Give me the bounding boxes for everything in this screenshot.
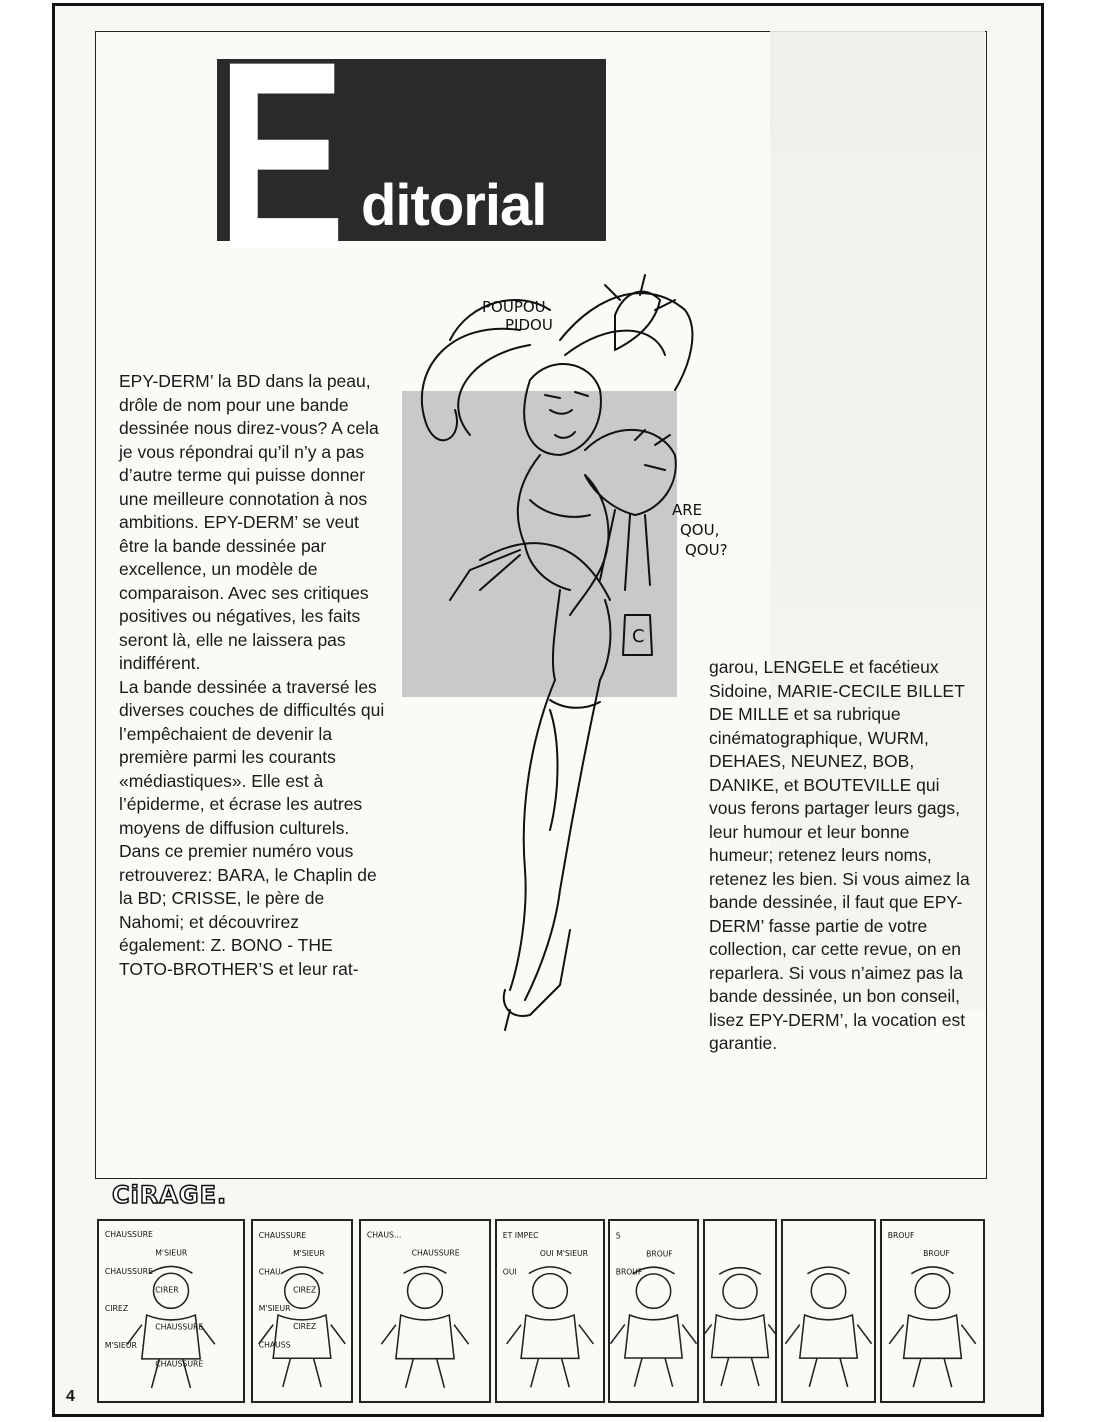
comic-caption: CIREZ xyxy=(293,1322,317,1332)
editorial-masthead xyxy=(217,5,606,305)
comic-caption: BROUF xyxy=(615,1267,643,1277)
comic-panel-drawing xyxy=(610,1221,697,1401)
comic-caption: BROUF xyxy=(646,1249,673,1259)
balloon-1-line-2: PIDOU xyxy=(505,316,553,334)
comic-panel xyxy=(359,1219,491,1403)
comic-caption: CHAUSSURE xyxy=(104,1230,153,1240)
comic-panel-drawing xyxy=(783,1221,874,1401)
comic-caption: 5 xyxy=(615,1231,621,1241)
comic-caption: CIREZ xyxy=(293,1285,317,1295)
balloon-1-line-1: POUPOU xyxy=(482,298,546,316)
comic-caption: CHAUSSURE xyxy=(155,1322,204,1332)
comic-caption: M'SIEUR xyxy=(258,1304,291,1313)
comic-caption: CHAUSSURE xyxy=(258,1230,307,1240)
article-left-column xyxy=(119,370,389,981)
comic-caption: BROUF xyxy=(923,1249,950,1259)
comic-strip-title-text: CiRAGE. xyxy=(112,1181,228,1209)
comic-caption: CHAUS... xyxy=(366,1230,402,1240)
comic-caption: OUI xyxy=(502,1267,517,1277)
woman-illustration xyxy=(410,270,740,1040)
comic-strip-title xyxy=(112,1181,252,1211)
comic-panel-drawing xyxy=(705,1221,775,1401)
balloon-2-line-3: QOU? xyxy=(685,541,728,559)
article-paragraph: garou, LENGELE et facétieux Sidoine, MARIE-CECILE BILLET DE MILLE et sa rubrique cinématographique, WURM, DEHAES, NEUNEZ, BOB, DANIKE, et BOUTEVILLE qui vous ferons partager leurs gags, leur humour et leur bonne humeur; retenez leurs noms, retenez les bien. Si vous aimez la bande dessinée, il faut que EPY-DERM’ fasse partie de votre collection, car cette revue, on en reparlera. Si vous n’aimez pas la bande dessinée, un bon conseil, lisez EPY-DERM’, la vocation est garantie. xyxy=(709,657,970,1053)
masthead-word: ditorial xyxy=(361,173,547,238)
comic-caption: M'SIEUR xyxy=(293,1249,325,1259)
comic-caption: CHAUSS xyxy=(258,1340,291,1350)
balloon-2-line-2: QOU, xyxy=(680,521,720,539)
comic-panel-drawing xyxy=(882,1221,983,1401)
comic-caption: M'SIEUR xyxy=(104,1340,137,1350)
comic-panel xyxy=(495,1219,605,1403)
page-number: 4 xyxy=(66,1388,75,1405)
comic-caption: ET IMPEC xyxy=(502,1230,539,1240)
comic-caption: OUI M'SIEUR xyxy=(539,1249,588,1259)
comic-panel-drawing xyxy=(361,1221,489,1401)
comic-caption: CHAU xyxy=(258,1267,281,1277)
article-paragraph: La bande dessinée a traversé les diverses couches de difficultés qui l’empêchaient de devenir la première parmi les courants «médiastiques». Elle est à l’épiderme, et écrase les autres moyens de diffusion culturels. xyxy=(119,676,385,838)
balloon-2-line-1: ARE xyxy=(672,501,703,519)
comic-panel xyxy=(781,1219,876,1403)
article-right-column xyxy=(709,656,977,1056)
masthead-letter: E xyxy=(217,5,346,305)
comic-panel-drawing xyxy=(99,1221,243,1401)
comic-panel xyxy=(703,1219,777,1403)
signature: C xyxy=(632,626,645,647)
comic-caption: CHAUSSURE xyxy=(104,1267,153,1277)
comic-caption: CHAUSSURE xyxy=(411,1248,460,1258)
article-paragraph: Dans ce premier numéro vous retrouverez: BARA, le Chaplin de la BD; CRISSE, le père de Nahomi; et découvrirez également: Z. BONO - THE TOTO-BROTHER’S et leur rat- xyxy=(119,841,377,979)
comic-panel-drawing xyxy=(497,1221,603,1401)
comic-panel-drawing xyxy=(253,1221,351,1401)
comic-panel xyxy=(251,1219,353,1403)
comic-caption: CIRER xyxy=(155,1285,179,1295)
comic-caption: BROUF xyxy=(887,1230,915,1240)
comic-panel xyxy=(880,1219,985,1403)
article-paragraph: EPY-DERM’ la BD dans la peau, drôle de nom pour une bande dessinée nous direz-vous? A cela je vous répondrai qu’il n’y a pas d’autre terme qui puisse donner une meilleure connotation à nos ambitions. EPY-DERM’ se veut être la bande dessinée par excellence, un modèle de comparaison. Avec ses critiques positives ou négatives, les faits seront là, elle ne laissera pas indifférent. xyxy=(119,371,379,673)
comic-caption: CHAUSSURE xyxy=(155,1359,204,1369)
comic-panel xyxy=(97,1219,245,1403)
comic-panel xyxy=(608,1219,699,1403)
comic-caption: M'SIEUR xyxy=(155,1248,188,1258)
comic-caption: CIREZ xyxy=(104,1304,129,1313)
